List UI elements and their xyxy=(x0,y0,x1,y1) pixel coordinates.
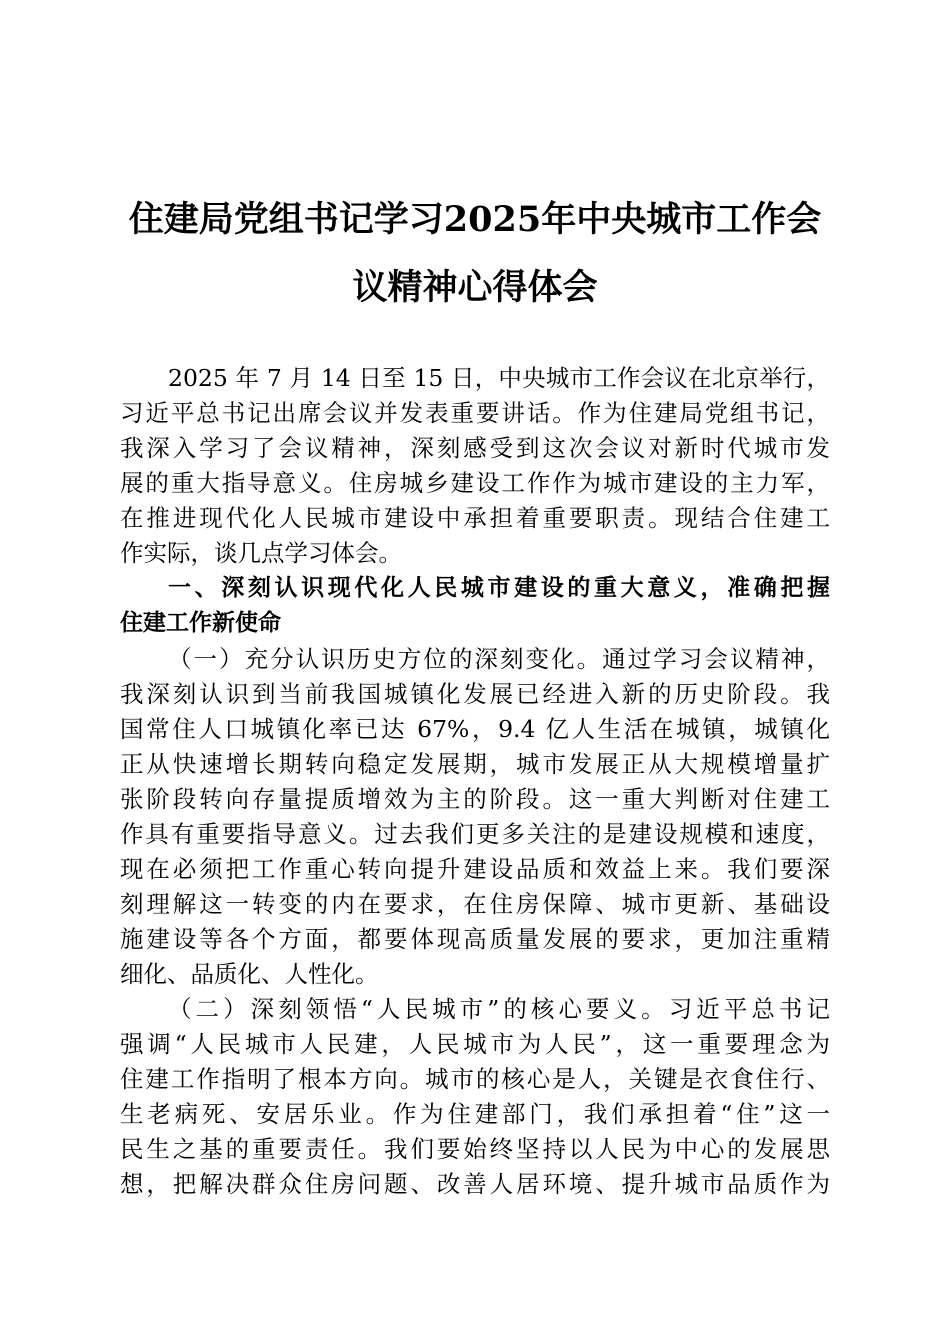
body-text-line: 生老病死、安居乐业。作为住建部门，我们承担着“住”这一 xyxy=(120,1100,830,1128)
body-text-line: 作具有重要指导意义。过去我们更多关注的是建设规模和速度， xyxy=(120,820,830,848)
body-text-line: 展的重大指导意义。住房城乡建设工作作为城市建设的主力军， xyxy=(120,469,830,497)
body-text-line: 施建设等各个方面，都要体现高质量发展的要求，更加注重精 xyxy=(120,925,830,953)
body-text-line: 国常住人口城镇化率已达 67%，9.4 亿人生活在城镇，城镇化 xyxy=(120,715,830,743)
subsection-heading-line: （二）深刻领悟“人民城市”的核心要义。习近平总书记 xyxy=(168,995,830,1023)
body-text-line: 强调“人民城市人民建，人民城市为人民”，这一重要理念为 xyxy=(120,1030,830,1058)
body-text-line: 作实际，谈几点学习体会。 xyxy=(120,539,402,567)
body-text-line: 在推进现代化人民城市建设中承担着重要职责。现结合住建工 xyxy=(120,504,830,532)
section-heading: 一、深刻认识现代化人民城市建设的重大意义，准确把握 xyxy=(168,575,830,601)
body-text-line: 民生之基的重要责任。我们要始终坚持以人民为中心的发展思 xyxy=(120,1135,830,1163)
section-heading: 住建工作新使命 xyxy=(120,610,281,636)
body-text-line: 我深刻认识到当前我国城镇化发展已经进入新的历史阶段。我 xyxy=(120,680,830,708)
document-title-line-2: 议精神心得体会 xyxy=(352,267,598,308)
body-text-line: 正从快速增长期转向稳定发展期，城市发展正从大规模增量扩 xyxy=(120,750,830,778)
document-title-line-1: 住建局党组书记学习2025年中央城市工作会 xyxy=(128,199,822,240)
body-text-line: 2025 年 7 月 14 日至 15 日，中央城市工作会议在北京举行， xyxy=(168,364,830,392)
body-text-line: 我深入学习了会议精神，深刻感受到这次会议对新时代城市发 xyxy=(120,434,830,462)
body-text-line: 张阶段转向存量提质增效为主的阶段。这一重大判断对住建工 xyxy=(120,785,830,813)
body-text-line: 住建工作指明了根本方向。城市的核心是人，关键是衣食住行、 xyxy=(120,1065,830,1093)
body-text-line: 想，把解决群众住房问题、改善人居环境、提升城市品质作为 xyxy=(120,1170,830,1198)
subsection-heading-line: （一）充分认识历史方位的深刻变化。通过学习会议精神， xyxy=(168,645,830,673)
body-text-line: 细化、品质化、人性化。 xyxy=(120,960,379,988)
body-text-line: 现在必须把工作重心转向提升建设品质和效益上来。我们要深 xyxy=(120,855,830,883)
body-text-line: 刻理解这一转变的内在要求，在住房保障、城市更新、基础设 xyxy=(120,890,830,918)
body-text-line: 习近平总书记出席会议并发表重要讲话。作为住建局党组书记， xyxy=(120,399,830,427)
